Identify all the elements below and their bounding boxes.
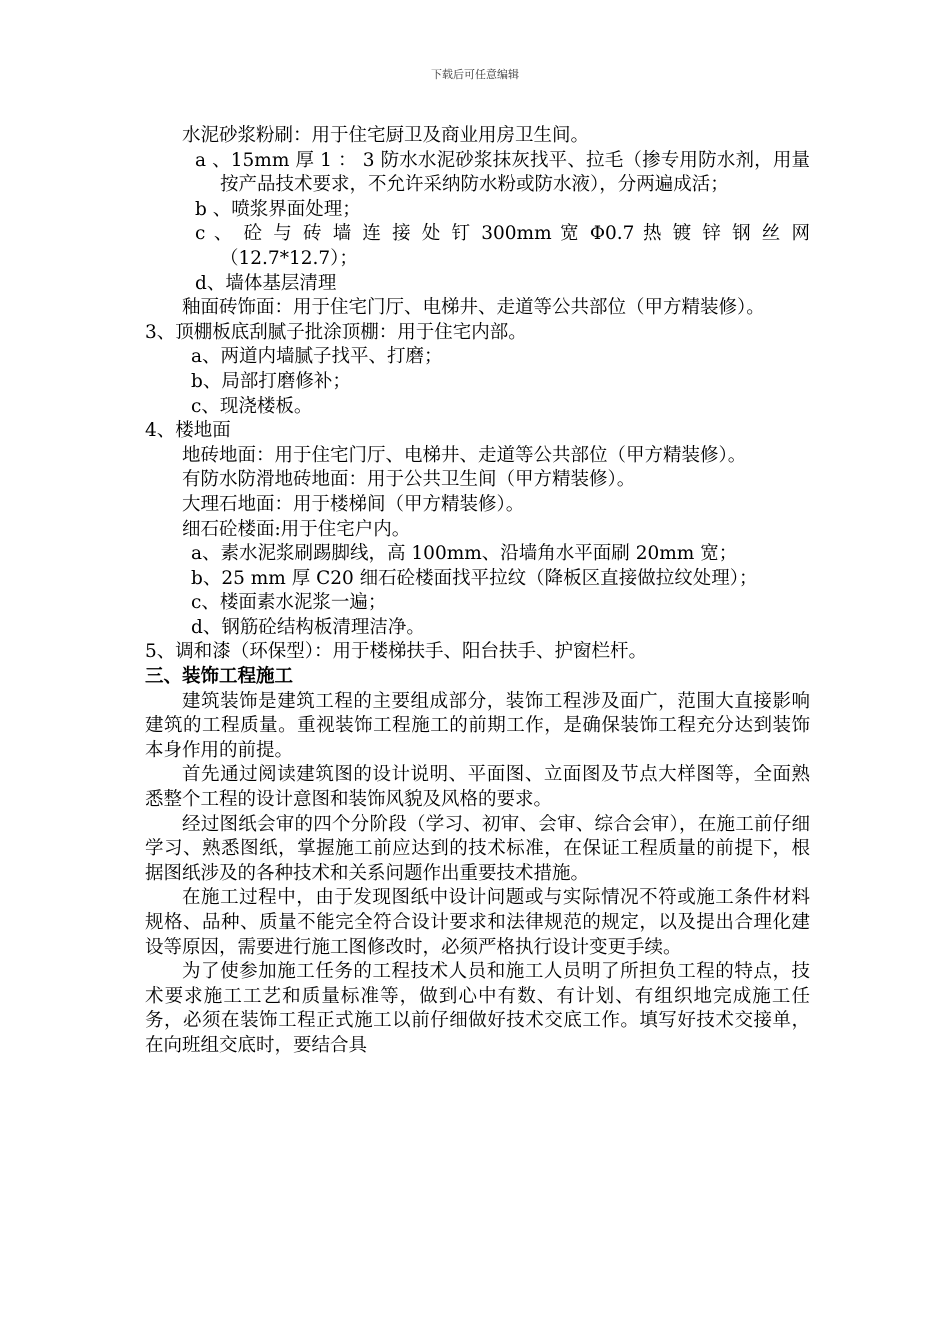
list-item: a、两道内墙腻子找平、打磨； — [191, 346, 443, 368]
list-item: b 、喷浆界面处理； — [195, 198, 361, 220]
paragraph: 大理石地面：用于楼梯间（甲方精装修）。 — [182, 493, 525, 515]
paragraph: 釉面砖饰面：用于住宅门厅、电梯井、走道等公共部位（甲方精装修）。 — [182, 297, 765, 319]
paragraph: 有防水防滑地砖地面：用于公共卫生间（甲方精装修）。 — [182, 469, 636, 491]
list-item: d、钢筋砼结构板清理洁净。 — [191, 616, 425, 638]
paragraph: 水泥砂浆粉刷：用于住宅厨卫及商业用房卫生间。 — [182, 125, 590, 146]
list-item: a、素水泥浆刷踢脚线，高 100mm、沿墙角水平面刷 20mm 宽； — [191, 543, 738, 565]
list-item: b、25 mm 厚 C20 细石砼楼面找平拉纹（降板区直接做拉纹处理）； — [191, 567, 758, 589]
list-item: c、楼面素水泥浆一遍； — [191, 592, 387, 614]
list-item: c 、 砼 与 砖 墙 连 接 处 钉 300mm 宽 Φ0.7 热 镀 锌 钢 丝 网（12.7*12.7）； — [195, 223, 810, 269]
paragraph: 首先通过阅读建筑图的设计说明、平面图、立面图及节点大样图等，全面熟悉整个工程的设计意图和装饰风貌及风格的要求。 — [145, 764, 810, 811]
page-header: 下载后可任意编辑 — [431, 68, 519, 81]
list-item: d、墙体基层清理 — [195, 272, 337, 294]
list-item: b、局部打磨修补； — [191, 370, 351, 392]
chapter-heading: 三、装饰工程施工 — [145, 666, 294, 688]
paragraph: 建筑装饰是建筑工程的主要组成部分，装饰工程涉及面广，范围大直接影响建筑的工程质量。重视装饰工程施工的前期工作，是确保装饰工程充分达到装饰本身作用的前提。 — [145, 690, 810, 761]
document-body — [145, 124, 810, 1059]
section-heading: 3、顶棚板底刮腻子批涂顶棚：用于住宅内部。 — [145, 321, 527, 343]
paragraph: 细石砼楼面:用于住宅户内。 — [182, 518, 411, 540]
paragraph: 在施工过程中，由于发现图纸中设计问题或与实际情况不符或施工条件材料规格、品种、质量不能完全符合设计要求和法律规范的规定，以及提出合理化建设等原因，需要进行施工图修改时，必须严格执行设计变更手续。 — [145, 887, 810, 958]
paragraph: 经过图纸会审的四个分阶段（学习、初审、会审、综合会审），在施工前仔细学习、熟悉图纸，掌握施工前应达到的技术标准，在保证工程质量的前提下，根据图纸涉及的各种技术和关系问题作出重要技术措施。 — [145, 813, 810, 884]
paragraph: 地砖地面：用于住宅门厅、电梯井、走道等公共部位（甲方精装修）。 — [182, 444, 747, 466]
section-heading: 5、调和漆（环保型）：用于楼梯扶手、阳台扶手、护窗栏杆。 — [145, 641, 648, 663]
list-item: a 、15mm 厚 1 ： 3 防水水泥砂浆抹灰找平、拉毛（掺专用防水剂，用量按产品技术要求，不允许采纳防水粉或防水液），分两遍成活； — [195, 149, 810, 196]
section-heading: 4、楼地面 — [145, 420, 231, 442]
paragraph: 为了使参加施工任务的工程技术人员和施工人员明了所担负工程的特点，技术要求施工工艺和质量标准等，做到心中有数、有计划、有组织地完成施工任务，必须在装饰工程正式施工以前仔细做好技术交底工作。填写好技术交接单，在向班组交底时，要结合具 — [145, 961, 810, 1056]
list-item: c、现浇楼板。 — [191, 395, 313, 417]
